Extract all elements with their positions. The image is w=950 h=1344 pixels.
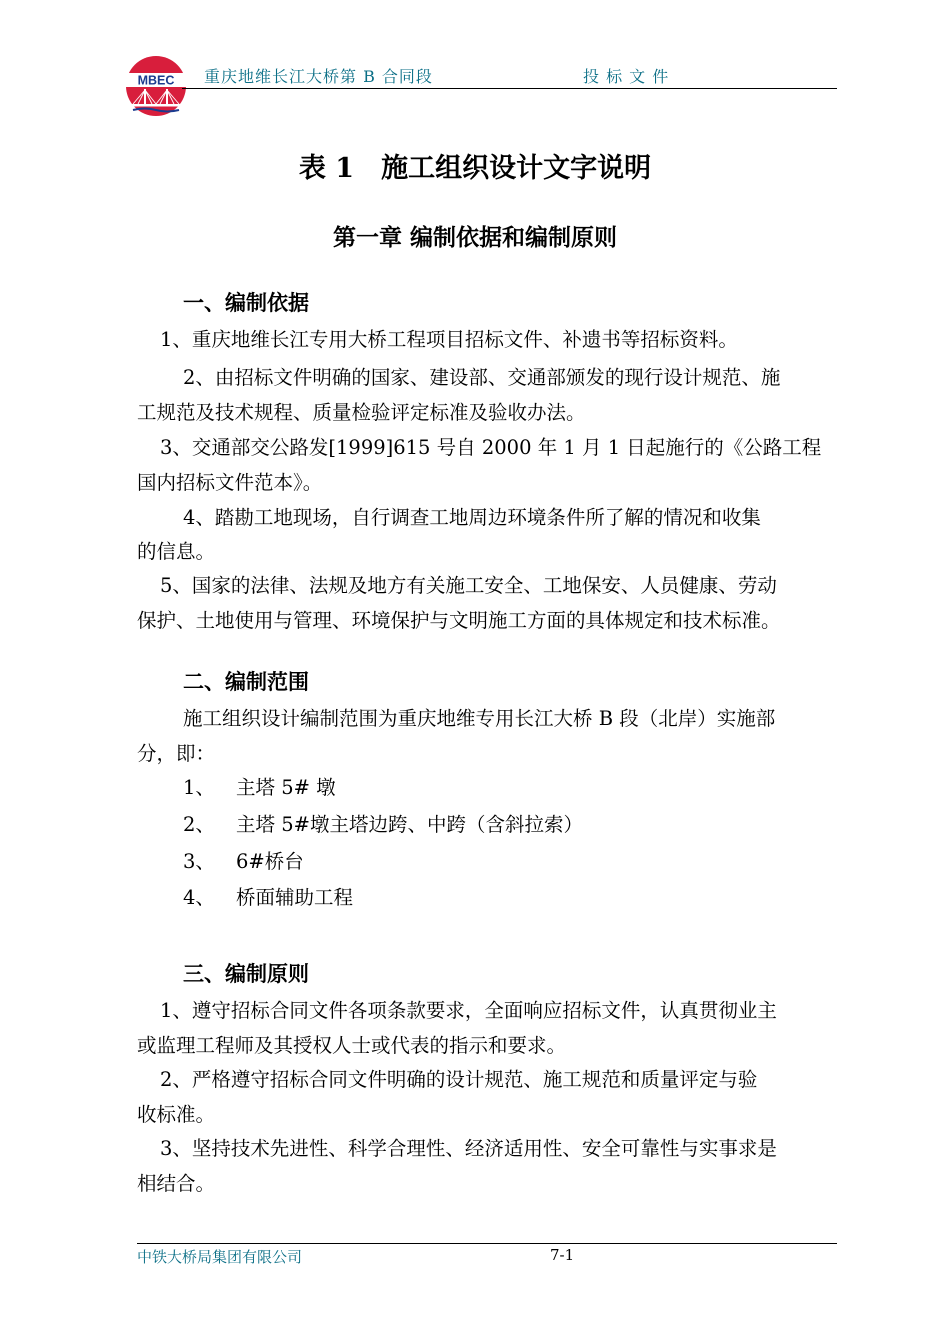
footer-company: 中铁大桥局集团有限公司 <box>137 1248 303 1266</box>
paragraph-line: 1、重庆地维长江专用大桥工程项目招标文件、补遗书等招标资料。 <box>160 328 738 351</box>
footer-rule <box>137 1243 837 1244</box>
header-rule <box>182 88 837 89</box>
paragraph-line: 施工组织设计编制范围为重庆地维专用长江大桥 B 段（北岸）实施部 <box>183 707 776 730</box>
header-doc-type: 投 标 文 件 <box>583 67 670 86</box>
mbec-logo <box>125 55 187 117</box>
list-item-number: 1、 <box>183 776 215 799</box>
section3-heading: 三、编制原则 <box>183 961 309 986</box>
list-item-text: 6#桥台 <box>236 850 304 873</box>
chapter-title: 第一章 编制依据和编制原则 <box>332 224 617 251</box>
paragraph-line: 3、坚持技术先进性、科学合理性、经济适用性、安全可靠性与实事求是 <box>160 1137 777 1160</box>
document-title: 表 1 施工组织设计文字说明 <box>298 153 652 184</box>
section2-heading: 二、编制范围 <box>183 669 309 694</box>
paragraph-line: 3、交通部交公路发[1999]615 号自 2000 年 1 月 1 日起施行的《公路工程 <box>160 436 822 459</box>
paragraph-line: 国内招标文件范本》。 <box>137 471 323 494</box>
paragraph-line: 分，即： <box>137 742 216 765</box>
paragraph-line: 的信息。 <box>137 540 216 563</box>
list-item-text: 主塔 5#墩主塔边跨、中跨（含斜拉索） <box>236 813 583 836</box>
page-number: 7-1 <box>550 1246 575 1264</box>
paragraph-line: 1、遵守招标合同文件各项条款要求，全面响应招标文件，认真贯彻业主 <box>160 999 777 1022</box>
paragraph-line: 5、国家的法律、法规及地方有关施工安全、工地保安、人员健康、劳动 <box>160 574 777 597</box>
logo-text: MBEC <box>137 73 175 88</box>
list-item-text: 主塔 5# 墩 <box>236 776 336 799</box>
list-item-number: 3、 <box>183 850 215 873</box>
paragraph-line: 2、严格遵守招标合同文件明确的设计规范、施工规范和质量评定与验 <box>160 1068 758 1091</box>
paragraph-line: 或监理工程师及其授权人士或代表的指示和要求。 <box>137 1034 567 1057</box>
paragraph-line: 工规范及技术规程、质量检验评定标准及验收办法。 <box>137 401 586 424</box>
paragraph-line: 保护、土地使用与管理、环境保护与文明施工方面的具体规定和技术标准。 <box>137 609 781 632</box>
list-item-number: 2、 <box>183 813 215 836</box>
paragraph-line: 相结合。 <box>137 1172 216 1195</box>
paragraph-line: 收标准。 <box>137 1103 216 1126</box>
paragraph-line: 2、由招标文件明确的国家、建设部、交通部颁发的现行设计规范、施 <box>183 366 781 389</box>
section1-heading: 一、编制依据 <box>183 290 309 315</box>
list-item-number: 4、 <box>183 886 215 909</box>
list-item-text: 桥面辅助工程 <box>236 886 354 909</box>
header-project: 重庆地维长江大桥第 B 合同段 <box>204 67 433 86</box>
paragraph-line: 4、踏勘工地现场，自行调查工地周边环境条件所了解的情况和收集 <box>183 506 761 529</box>
